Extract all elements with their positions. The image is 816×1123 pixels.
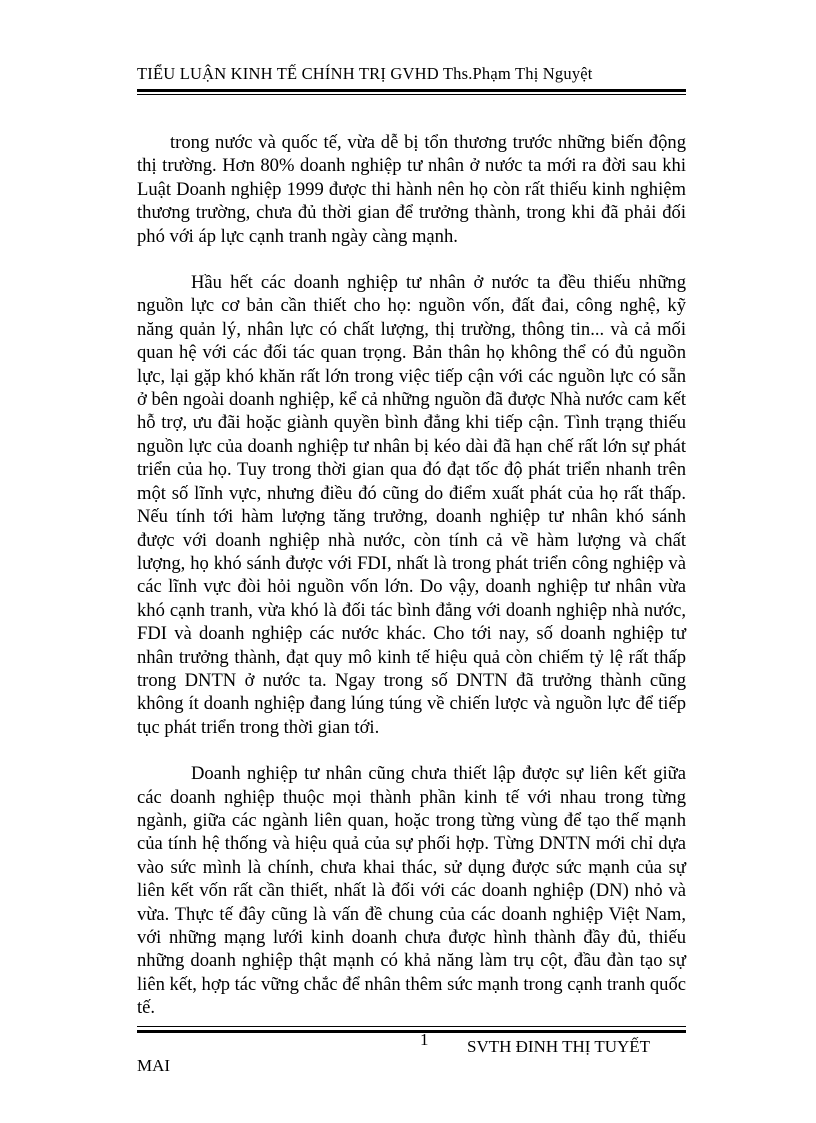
footer-student-name-continued: MAI [137,1056,171,1075]
paragraph-3: Doanh nghiệp tư nhân cũng chưa thiết lập được sự liên kết giữa các doanh nghiệp thuộc mọi thành phần kinh tế với nhau trong từng ngành, giữa các ngành liên quan, hoặc trong từng vùng để tạo thế mạnh của tính hệ thống và hiệu quả của sự phối hợp. Từng DNTN mới chỉ dựa vào sức mình là chính, chưa khai thác, sử dụng được sức mạnh của sự liên kết vốn rất cần thiết, nhất là đối với các doanh nghiệp (DN) nhỏ và vừa. Thực tế đây cũng là vấn đề chung của các doanh nghiệp Việt Nam, với những mạng lưới kinh doanh chưa được hình thành đầy đủ, thiếu những doanh nghiệp thật mạnh có khả năng làm trụ cột, đầu đàn tạo sự liên kết, hợp tác vững chắc để nhân thêm sức mạnh trong cạnh tranh quốc tế. [137,763,686,1019]
body-text [137,131,686,1020]
page-number: 1 [420,1030,429,1049]
footer-rule-thin [137,1026,686,1027]
paragraph-1: trong nước và quốc tế, vừa dễ bị tổn thương trước những biến động thị trường. Hơn 80% doanh nghiệp tư nhân ở nước ta mới ra đời sau khi Luật Doanh nghiệp 1999 được thi hành nên họ còn rất thiếu kinh nghiệm thương trường, chưa đủ thời gian để trưởng thành, trong khi đã phải đối phó với áp lực cạnh tranh ngày càng mạnh. [137,132,686,247]
footer-rule-thick [137,1030,686,1033]
page-header [137,64,684,84]
header-rule-thick [137,89,686,92]
header-title: TIỂU LUẬN KINH TẾ CHÍNH TRỊ [137,64,387,83]
header-advisor: GVHD Ths.Phạm Thị Nguyệt [390,64,593,83]
footer-student-name: SVTH ĐINH THỊ TUYẾT [467,1037,651,1056]
header-rule-thin [137,94,686,95]
paragraph-2: Hầu hết các doanh nghiệp tư nhân ở nước ta đều thiếu những nguồn lực cơ bản cần thiết cho họ: nguồn vốn, đất đai, công nghệ, kỹ năng quản lý, nhân lực có chất lượng, thị trường, thông tin... và cả mối quan hệ với các đối tác quan trọng. Bản thân họ không thể có đủ nguồn lực, lại gặp khó khăn rất lớn trong việc tiếp cận với các nguồn lực có sẵn ở bên ngoài doanh nghiệp, kể cả những nguồn đã được Nhà nước cam kết hỗ trợ, ưu đãi hoặc giành quyền bình đẳng khi tiếp cận. Tình trạng thiếu nguồn lực của doanh nghiệp tư nhân bị kéo dài đã hạn chế rất lớn sự phát triển của họ. Tuy trong thời gian qua đó đạt tốc độ phát triển nhanh trên một số lĩnh vực, nhưng điều đó cũng do điểm xuất phát của họ rất thấp. Nếu tính tới hàm lượng tăng trưởng, doanh nghiệp tư nhân khó sánh được với doanh nghiệp nhà nước, còn tính cả về hàm lượng và chất lượng, họ khó sánh được với FDI, nhất là trong phát triển công nghiệp và các lĩnh vực đòi hỏi nguồn vốn lớn. Do vậy, doanh nghiệp tư nhân vừa khó cạnh tranh, vừa khó là đối tác bình đẳng với doanh nghiệp nhà nước, FDI và doanh nghiệp các nước khác. Cho tới nay, số doanh nghiệp tư nhân trưởng thành, đạt quy mô kinh tế hiệu quả còn chiếm tỷ lệ rất thấp trong DNTN ở nước ta. Ngay trong số DNTN đã trưởng thành cũng không ít doanh nghiệp đang lúng túng về chiến lược và nguồn lực để tiếp tục phát triển trong thời gian tới. [137,272,686,738]
